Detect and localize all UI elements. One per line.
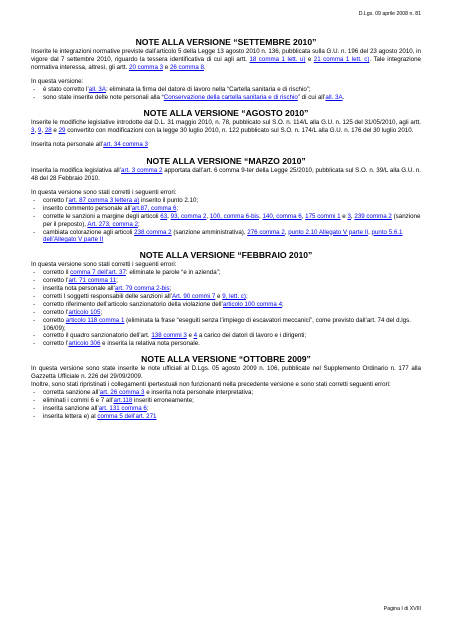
cross-reference-link[interactable]: art. 71 comma 11 xyxy=(68,277,117,285)
text-run: ; xyxy=(100,308,103,316)
change-list xyxy=(31,269,421,348)
text-run: corretto il xyxy=(43,269,71,277)
list-item xyxy=(31,389,421,397)
text-run: convertito con modificazioni con la legge 30 luglio 2010, n. 122 pubblicato sul S.O. n. 174/L alla G.U. n. 176 del 30 luglio 2010. xyxy=(65,126,414,134)
text-run: , xyxy=(167,212,171,220)
cross-reference-link[interactable]: art. 87 comma 3 lettera a) xyxy=(68,196,140,204)
paragraph xyxy=(31,365,421,381)
text-run: , xyxy=(259,212,263,220)
cross-reference-link[interactable]: 238 comma 2 xyxy=(134,228,172,236)
cross-reference-link[interactable]: comma 7 dell’art. 37 xyxy=(70,269,126,277)
cross-reference-link[interactable]: 100, comma 6-bis xyxy=(209,212,260,220)
change-list xyxy=(31,389,421,421)
text-run: , xyxy=(41,126,45,134)
text-run: Inoltre, sono stati ripristinati i collegamenti ipertestuali non funzionanti nella precedente versione e sono stati corretti seguenti errori: xyxy=(31,381,391,389)
cross-reference-link[interactable]: 93, comma 2 xyxy=(170,212,207,220)
text-run: Inserita la modifica legislativa all’ xyxy=(31,166,122,174)
cross-reference-link[interactable]: art. 3 comma 2 xyxy=(121,166,163,174)
cross-reference-link[interactable]: 3 xyxy=(347,212,351,220)
text-run: inserito commento personale all’ xyxy=(43,204,132,212)
list-item xyxy=(31,269,421,277)
text-run: eliminati i commi 6 e 7 all’ xyxy=(43,396,114,404)
cross-reference-link[interactable]: punto 2.10 Allegato V parte II xyxy=(288,228,369,236)
cross-reference-link[interactable]: Art. 273, comma 2 xyxy=(87,220,138,228)
text-run: In questa versione sono stati corretti i seguenti errori: xyxy=(31,188,177,196)
list-item xyxy=(31,285,421,293)
cross-reference-link[interactable]: 18 comma 1 lett. u) xyxy=(249,55,306,63)
text-run: apportata dall’art. 6 comma 9-ter della Legge 25/2010, pubblicata sul S.O. n. 39/L alla G.U. n. 48 del 28 Febbraio 2010. xyxy=(31,166,421,182)
cross-reference-link[interactable]: 28 xyxy=(44,126,52,134)
text-run: , xyxy=(301,212,306,220)
text-run: . xyxy=(204,63,206,71)
list-item xyxy=(31,309,421,317)
text-run: e xyxy=(340,212,348,220)
cross-reference-link[interactable]: articolo 306 xyxy=(68,340,101,348)
text-run: ; xyxy=(169,285,172,293)
cross-reference-link[interactable]: art.118 xyxy=(113,396,133,404)
list-item xyxy=(31,332,421,340)
list-item xyxy=(31,317,421,333)
cross-reference-link[interactable]: 29 xyxy=(58,126,66,134)
list-item xyxy=(31,86,421,94)
paragraph xyxy=(31,48,421,72)
paragraph xyxy=(31,141,421,149)
section-title: NOTE ALLA VERSIONE “SETTEMBRE 2010” xyxy=(135,37,317,47)
list-item xyxy=(31,293,421,301)
text-run: , xyxy=(350,212,355,220)
list-item xyxy=(31,301,421,309)
text-run: (sanzione per il preposto), xyxy=(43,212,421,228)
paragraph xyxy=(31,167,421,183)
text-run: corretto il quadro sanzionatorio dell’art. xyxy=(43,332,152,340)
text-run: corretto riferimento dell’articolo sanzionatorio della violazione dell’ xyxy=(43,300,223,308)
text-run: Inserite le modifiche legislative introdotte dal D.L. 31 maggio 2010, n. 78, pubblicato sul S.O. n. 114/L alla G.U. n. 125 del 31/05/2010, agli artt. xyxy=(31,118,421,126)
text-run: e xyxy=(163,63,170,71)
list-item xyxy=(31,205,421,213)
cross-reference-link[interactable]: art.87, comma 6 xyxy=(131,204,177,212)
text-run: e xyxy=(186,332,194,340)
cross-reference-link[interactable]: articolo 118 comma 1 xyxy=(65,316,125,324)
list-item xyxy=(31,277,421,285)
list-item xyxy=(31,197,421,205)
cross-reference-link[interactable]: 9, lett. c) xyxy=(222,292,246,300)
cross-reference-link[interactable]: 21 comma 1 lett. c) xyxy=(313,55,370,63)
text-run: inserita nota personale all’ xyxy=(43,285,115,293)
text-run: inserita lettera e) al xyxy=(43,412,98,420)
cross-reference-link[interactable]: 4 xyxy=(193,332,198,340)
change-list xyxy=(31,86,421,102)
text-run: . Tale integrazione normativa interessa, altresì, gli artt. xyxy=(31,55,421,71)
list-item xyxy=(31,94,421,102)
text-run: : eliminata la firma del datore di lavoro nella “Cartella sanitaria e di rischio”; xyxy=(105,86,311,94)
text-run: , xyxy=(368,228,372,236)
paragraph xyxy=(31,261,421,269)
text-run: corretto l’ xyxy=(43,340,69,348)
paragraph xyxy=(31,189,421,197)
text-run: e inserita la relativa nota personale. xyxy=(100,340,200,348)
text-run: e xyxy=(51,126,59,134)
cross-reference-link[interactable]: comma 5 dell’art. 271 xyxy=(97,412,157,420)
text-run: corretto l’ xyxy=(43,196,69,204)
document-content xyxy=(31,37,421,427)
text-run: In questa versione: xyxy=(31,78,84,86)
release-notes-section xyxy=(31,156,421,245)
text-run: inserita sanzione all’ xyxy=(43,404,99,412)
text-run: corretto l’ xyxy=(43,277,69,285)
list-item xyxy=(31,229,421,245)
list-item xyxy=(31,413,421,421)
cross-reference-link[interactable]: art. 131 comma 6 xyxy=(98,404,147,412)
cross-reference-link[interactable]: Conservazione della cartella sanitaria e di rischio xyxy=(163,94,298,102)
cross-reference-link[interactable]: 63 xyxy=(160,212,168,220)
cross-reference-link[interactable]: articolo 105 xyxy=(68,308,101,316)
text-run: ; xyxy=(176,204,179,212)
cross-reference-link[interactable]: 9 xyxy=(37,126,42,134)
release-notes-section xyxy=(31,108,421,149)
paragraph xyxy=(31,78,421,86)
text-run: ; xyxy=(282,300,284,308)
text-run: corretta sanzione all’ xyxy=(43,389,100,396)
cross-reference-link[interactable]: art. 26 comma 3 xyxy=(99,389,145,396)
paragraph xyxy=(31,381,421,389)
list-item xyxy=(31,397,421,405)
text-run: Inserita nota personale all’ xyxy=(31,141,104,149)
cross-reference-link[interactable]: all. 3A xyxy=(325,94,343,102)
cross-reference-link[interactable]: art. 79 comma 2-bis xyxy=(114,285,170,293)
text-run: e inserita nota personale interpretativa; xyxy=(144,389,254,396)
page-footer: Pagina I di XVIII xyxy=(383,606,421,612)
cross-reference-link[interactable]: art. 34 comma 3 xyxy=(103,141,148,149)
cross-reference-link[interactable]: 239 comma 2 xyxy=(354,212,392,220)
text-run: corretto xyxy=(43,316,66,324)
text-run: e xyxy=(305,55,314,63)
text-run: In questa versione sono state inserite le note ufficiali al D.Lgs. 05 agosto 2009 n. 106, pubblicate nel Supplemento Ordinario n. 177 alla Gazzetta Ufficiale n. 226 del 29/09/2009. xyxy=(31,365,421,381)
release-notes-section xyxy=(31,354,421,420)
cross-reference-link[interactable]: 276 comma 2 xyxy=(247,228,285,236)
paragraph xyxy=(31,119,421,135)
section-title: NOTE ALLA VERSIONE “AGOSTO 2010” xyxy=(143,107,309,118)
text-run: , xyxy=(206,212,210,220)
cross-reference-link[interactable]: 140, comma 6 xyxy=(262,212,302,220)
cross-reference-link[interactable]: 138 commi 3 xyxy=(151,332,187,340)
text-run: cambiata colorazione agli articoli xyxy=(43,228,135,236)
text-run: è stato corretto l’ xyxy=(43,86,89,94)
text-run: corrette le sanzioni a margine degli articoli xyxy=(43,212,161,220)
list-item xyxy=(31,340,421,348)
section-title: NOTE ALLA VERSIONE “FEBBRAIO 2010” xyxy=(139,250,313,261)
text-run: inserito il punto 2.10; xyxy=(139,196,199,204)
text-run: . xyxy=(342,94,345,102)
list-item xyxy=(31,405,421,413)
cross-reference-link[interactable]: 3 xyxy=(31,126,35,134)
text-run: sono state inserite delle note personali alla “ xyxy=(43,94,164,102)
text-run: (eliminata la frase “eseguiti senza l’impiego di escavatori meccanici”, come previsto dall’art. 74 del d.lgs. 106/09); xyxy=(43,316,411,332)
cross-reference-link[interactable]: articolo 100 comma 4 xyxy=(222,300,283,308)
cross-reference-link[interactable]: all. 3A xyxy=(88,86,106,94)
text-run: ” di cui all’ xyxy=(297,94,326,102)
text-run: corretti I soggetti responsabili delle sanzioni all’ xyxy=(43,292,172,300)
text-run: corretto l’ xyxy=(43,308,69,316)
cross-reference-link[interactable]: 175 commi 1 xyxy=(305,212,341,220)
text-run: a carico dei datori di lavoro e i dirigenti; xyxy=(197,332,307,340)
section-title: NOTE ALLA VERSIONE “OTTOBRE 2009” xyxy=(141,354,311,365)
text-run: e xyxy=(215,292,223,300)
text-run: ; xyxy=(146,404,149,412)
text-run: ; xyxy=(116,277,118,285)
list-item xyxy=(31,213,421,229)
text-run: : eliminate le parole “e in azienda”; xyxy=(125,269,221,277)
text-run: , xyxy=(34,126,38,134)
cross-reference-link[interactable]: punto 5.6.1 dell’Allegato V parte II xyxy=(43,228,403,244)
release-notes-section xyxy=(31,37,421,102)
text-run: inseriti erroneamente; xyxy=(132,396,194,404)
cross-reference-link[interactable]: 20 comma 3 xyxy=(129,63,164,71)
text-run: In questa versione sono stati corretti i seguenti errori: xyxy=(31,261,177,269)
cross-reference-link[interactable]: Art. 90 commi 7 xyxy=(171,292,216,300)
change-list xyxy=(31,197,421,244)
text-run: ; xyxy=(137,220,140,228)
section-title: NOTE ALLA VERSIONE “MARZO 2010” xyxy=(146,155,306,166)
text-run: ; xyxy=(245,292,248,300)
cross-reference-link[interactable]: 26 comma 8 xyxy=(169,63,204,71)
text-run: Inserite le integrazioni normative previste dall’articolo 5 della Legge 13 agosto 2010 n. 136, pubblicata sulla G.U. n. 196 del 23 agosto 2010, in vigore dal 7 settembre 2010, riguardo la tessera identificativa di cui agli artt. xyxy=(31,48,421,63)
page-header: D.Lgs. 09 aprile 2008 n. 81 xyxy=(358,11,421,17)
release-notes-section xyxy=(31,250,421,348)
text-run: , xyxy=(284,228,289,236)
text-run: (sanzione amministrativa), xyxy=(171,228,248,236)
